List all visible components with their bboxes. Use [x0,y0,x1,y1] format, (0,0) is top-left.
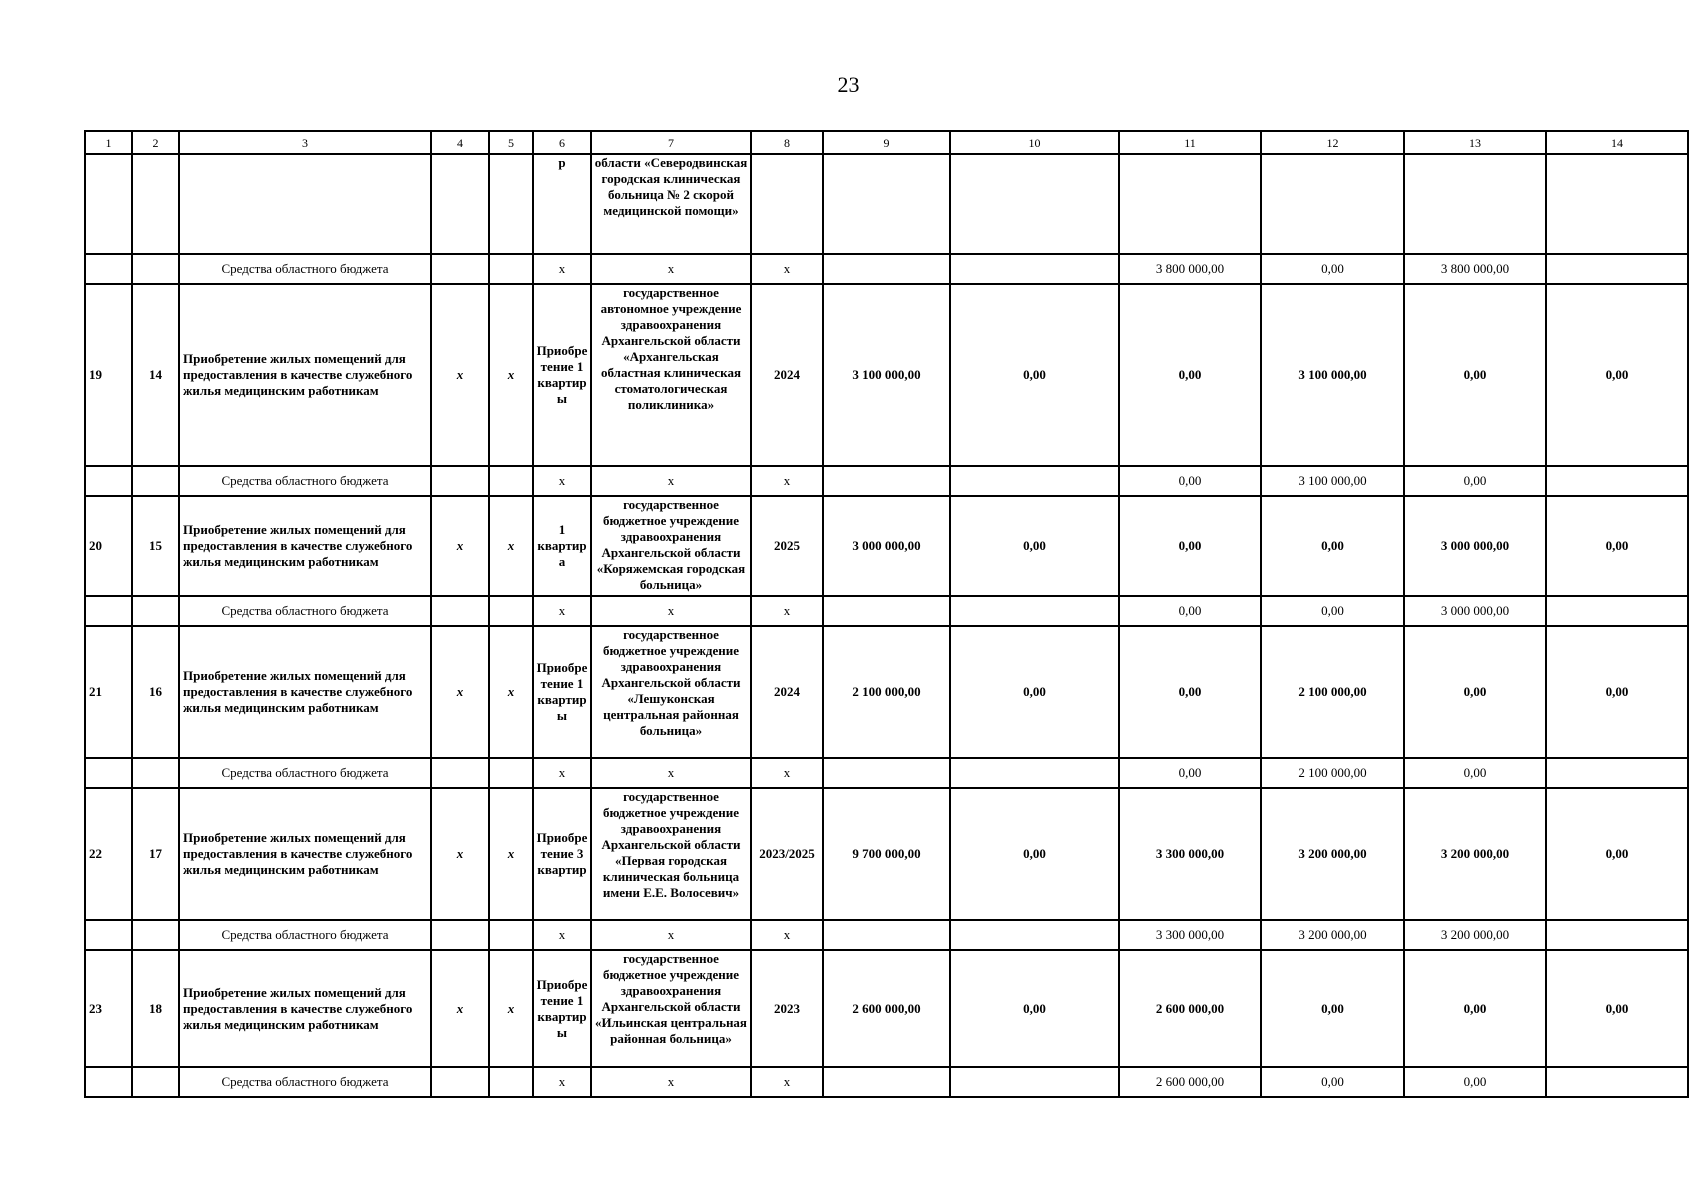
table-cell: х [591,596,751,626]
subtotal-row [85,254,1688,284]
table-cell [1261,154,1404,254]
table-cell: х [533,254,591,284]
table-cell: х [431,950,489,1067]
table-cell [431,466,489,496]
table-cell: 3 100 000,00 [823,284,950,466]
table-cell: Средства областного бюджета [179,920,431,950]
table-cell: 3 200 000,00 [1261,788,1404,920]
header-cell: 1 [85,131,132,154]
table-cell: Приобретение жилых помещений для предоставления в качестве служебного жилья медицинским работникам [179,284,431,466]
table-cell: государственное автономное учреждение здравоохранения Архангельской области «Архангельская областная клиническая стоматологическая поликлиника» [591,284,751,466]
table-cell [431,154,489,254]
table-cell: 3 100 000,00 [1261,466,1404,496]
header-cell: 12 [1261,131,1404,154]
table-cell: 0,00 [1119,284,1261,466]
table-cell [85,1067,132,1097]
table-cell: государственное бюджетное учреждение здравоохранения Архангельской области «Лешуконская центральная районная больница» [591,626,751,758]
table-cell [85,920,132,950]
header-cell: 7 [591,131,751,154]
table-cell: 22 [85,788,132,920]
table-cell: 18 [132,950,179,1067]
table-cell: 17 [132,788,179,920]
table-cell [823,758,950,788]
table-cell [489,254,533,284]
header-cell: 8 [751,131,823,154]
table-cell: 3 300 000,00 [1119,920,1261,950]
table-cell: 3 200 000,00 [1404,920,1546,950]
table-cell: х [489,626,533,758]
table-cell [950,466,1119,496]
table-cell: 15 [132,496,179,596]
table-cell [85,758,132,788]
table-cell: 0,00 [1261,950,1404,1067]
table-cell: х [751,758,823,788]
table-cell: 20 [85,496,132,596]
table-cell: х [751,596,823,626]
table-cell [132,596,179,626]
table-cell: х [489,950,533,1067]
table-cell [85,596,132,626]
table-cell: 3 000 000,00 [823,496,950,596]
table-cell [823,466,950,496]
table-cell [823,920,950,950]
table-cell: 0,00 [950,626,1119,758]
table-cell: х [591,1067,751,1097]
table-cell: 0,00 [1261,596,1404,626]
table-cell: х [533,596,591,626]
table-cell: 3 200 000,00 [1404,788,1546,920]
header-cell: 10 [950,131,1119,154]
table-cell: х [533,1067,591,1097]
table-cell: х [489,788,533,920]
continuation-row [85,154,1688,254]
table-cell: 0,00 [1261,1067,1404,1097]
table-cell: 2 600 000,00 [823,950,950,1067]
table-cell [1119,154,1261,254]
table-cell: 0,00 [1404,950,1546,1067]
table-cell: х [751,466,823,496]
table-cell: Приобретение жилых помещений для предоставления в качестве служебного жилья медицинским работникам [179,950,431,1067]
table-cell [1546,154,1688,254]
table-cell: государственное бюджетное учреждение здравоохранения Архангельской области «Коряжемская городская больница» [591,496,751,596]
table-cell [431,254,489,284]
table-cell: Приобретение 1 квартиры [533,284,591,466]
table-cell [489,758,533,788]
table-cell: 0,00 [950,496,1119,596]
table-cell [489,596,533,626]
header-cell: 6 [533,131,591,154]
table-cell [431,596,489,626]
header-cell: 4 [431,131,489,154]
table-row [85,950,1688,1067]
table-body [85,131,1688,1097]
table-cell: 0,00 [1119,626,1261,758]
table-cell: х [489,496,533,596]
table-cell [1546,466,1688,496]
table-cell: х [431,626,489,758]
table-cell: 14 [132,284,179,466]
table-cell: 0,00 [1119,496,1261,596]
table-cell: 0,00 [1119,758,1261,788]
table-cell: Средства областного бюджета [179,596,431,626]
table-cell: 0,00 [1546,788,1688,920]
table-cell: 2 100 000,00 [823,626,950,758]
table-cell: х [591,920,751,950]
table-cell: 2023 [751,950,823,1067]
table-cell: Приобретение жилых помещений для предоставления в качестве служебного жилья медицинским работникам [179,496,431,596]
table-cell: государственное бюджетное учреждение здравоохранения Архангельской области «Ильинская центральная районная больница» [591,950,751,1067]
table-cell: Средства областного бюджета [179,466,431,496]
table-cell [950,920,1119,950]
header-cell: 2 [132,131,179,154]
table-cell: Приобретение жилых помещений для предоставления в качестве служебного жилья медицинским работникам [179,626,431,758]
table-cell: 2 600 000,00 [1119,950,1261,1067]
table-cell: 2 100 000,00 [1261,626,1404,758]
table-cell [1546,1067,1688,1097]
table-cell [431,1067,489,1097]
table-cell: р [533,154,591,254]
table-cell: 0,00 [1261,496,1404,596]
table-cell [950,1067,1119,1097]
table-cell: Приобретение жилых помещений для предоставления в качестве служебного жилья медицинским работникам [179,788,431,920]
table-cell [431,758,489,788]
table-cell: х [591,466,751,496]
table-cell [132,758,179,788]
header-row [85,131,1688,154]
table-cell [1546,758,1688,788]
table-cell: х [751,1067,823,1097]
table-cell [132,920,179,950]
table-cell: 0,00 [1546,626,1688,758]
table-cell [489,154,533,254]
table-cell [85,466,132,496]
table-cell: области «Северодвинская городская клиническая больница № 2 скорой медицинской помощи» [591,154,751,254]
subtotal-row [85,466,1688,496]
header-cell: 14 [1546,131,1688,154]
table-cell: х [431,284,489,466]
table-cell [85,154,132,254]
table-cell: 21 [85,626,132,758]
header-cell: 5 [489,131,533,154]
table-cell [489,920,533,950]
table-cell [823,154,950,254]
table-cell: Приобретение 1 квартиры [533,950,591,1067]
table-cell: 3 300 000,00 [1119,788,1261,920]
table-cell: 2024 [751,626,823,758]
table-cell: 9 700 000,00 [823,788,950,920]
table-cell: 3 200 000,00 [1261,920,1404,950]
table-row [85,626,1688,758]
table-cell [1546,920,1688,950]
table-cell: 0,00 [1546,496,1688,596]
table-cell [489,1067,533,1097]
table-cell: 0,00 [1404,284,1546,466]
table-cell: х [489,284,533,466]
header-cell: 9 [823,131,950,154]
subtotal-row [85,758,1688,788]
table-cell [132,254,179,284]
table-cell: 0,00 [1404,758,1546,788]
header-cell: 11 [1119,131,1261,154]
table-cell [1404,154,1546,254]
table-cell [489,466,533,496]
table-cell: Приобретение 3 квартир [533,788,591,920]
table-cell: 2023/2025 [751,788,823,920]
table-cell [751,154,823,254]
table-cell: 19 [85,284,132,466]
table-cell: 0,00 [950,788,1119,920]
table-cell: Средства областного бюджета [179,254,431,284]
table-cell [950,154,1119,254]
table-cell [950,254,1119,284]
table-cell: 0,00 [1261,254,1404,284]
subtotal-row [85,920,1688,950]
table-cell: х [591,758,751,788]
table-cell: 0,00 [1546,284,1688,466]
table-cell: х [533,920,591,950]
table-row [85,496,1688,596]
table-cell: Приобретение 1 квартиры [533,626,591,758]
table-cell [823,596,950,626]
table-cell: 0,00 [1546,950,1688,1067]
table-cell: 2 100 000,00 [1261,758,1404,788]
table-cell: 0,00 [1404,1067,1546,1097]
header-cell: 3 [179,131,431,154]
table-cell [1546,596,1688,626]
table-cell: 3 800 000,00 [1119,254,1261,284]
table-cell: 2024 [751,284,823,466]
table-cell: 16 [132,626,179,758]
table-cell: х [751,920,823,950]
page-number: 23 [837,72,860,97]
table-cell [823,1067,950,1097]
table-cell [85,254,132,284]
table-cell [431,920,489,950]
table-cell [1546,254,1688,284]
table-cell [823,254,950,284]
budget-table [84,130,1689,1098]
header-cell: 13 [1404,131,1546,154]
table-cell: 2025 [751,496,823,596]
table-cell: 0,00 [1119,466,1261,496]
table-cell: 0,00 [1404,466,1546,496]
table-cell: 0,00 [1404,626,1546,758]
table-cell [950,596,1119,626]
table-cell: х [751,254,823,284]
subtotal-row [85,596,1688,626]
table-cell: 0,00 [950,284,1119,466]
subtotal-row [85,1067,1688,1097]
table-cell: 3 000 000,00 [1404,496,1546,596]
table-cell: 0,00 [950,950,1119,1067]
table-cell: Средства областного бюджета [179,758,431,788]
table-cell: х [533,758,591,788]
table-cell [132,1067,179,1097]
table-cell: 2 600 000,00 [1119,1067,1261,1097]
table-cell [950,758,1119,788]
table-row [85,788,1688,920]
table-cell: 1 квартира [533,496,591,596]
table-cell: 23 [85,950,132,1067]
table-cell: х [533,466,591,496]
table-cell: Средства областного бюджета [179,1067,431,1097]
table-cell [179,154,431,254]
table-cell: государственное бюджетное учреждение здравоохранения Архангельской области «Первая городская клиническая больница имени Е.Е. Волосевич» [591,788,751,920]
table-cell: х [431,496,489,596]
table-cell: х [591,254,751,284]
table-cell: 3 100 000,00 [1261,284,1404,466]
table-cell: х [431,788,489,920]
table-cell: 0,00 [1119,596,1261,626]
table-cell [132,466,179,496]
table-cell: 3 800 000,00 [1404,254,1546,284]
table-cell: 3 000 000,00 [1404,596,1546,626]
table-row [85,284,1688,466]
table-cell [132,154,179,254]
